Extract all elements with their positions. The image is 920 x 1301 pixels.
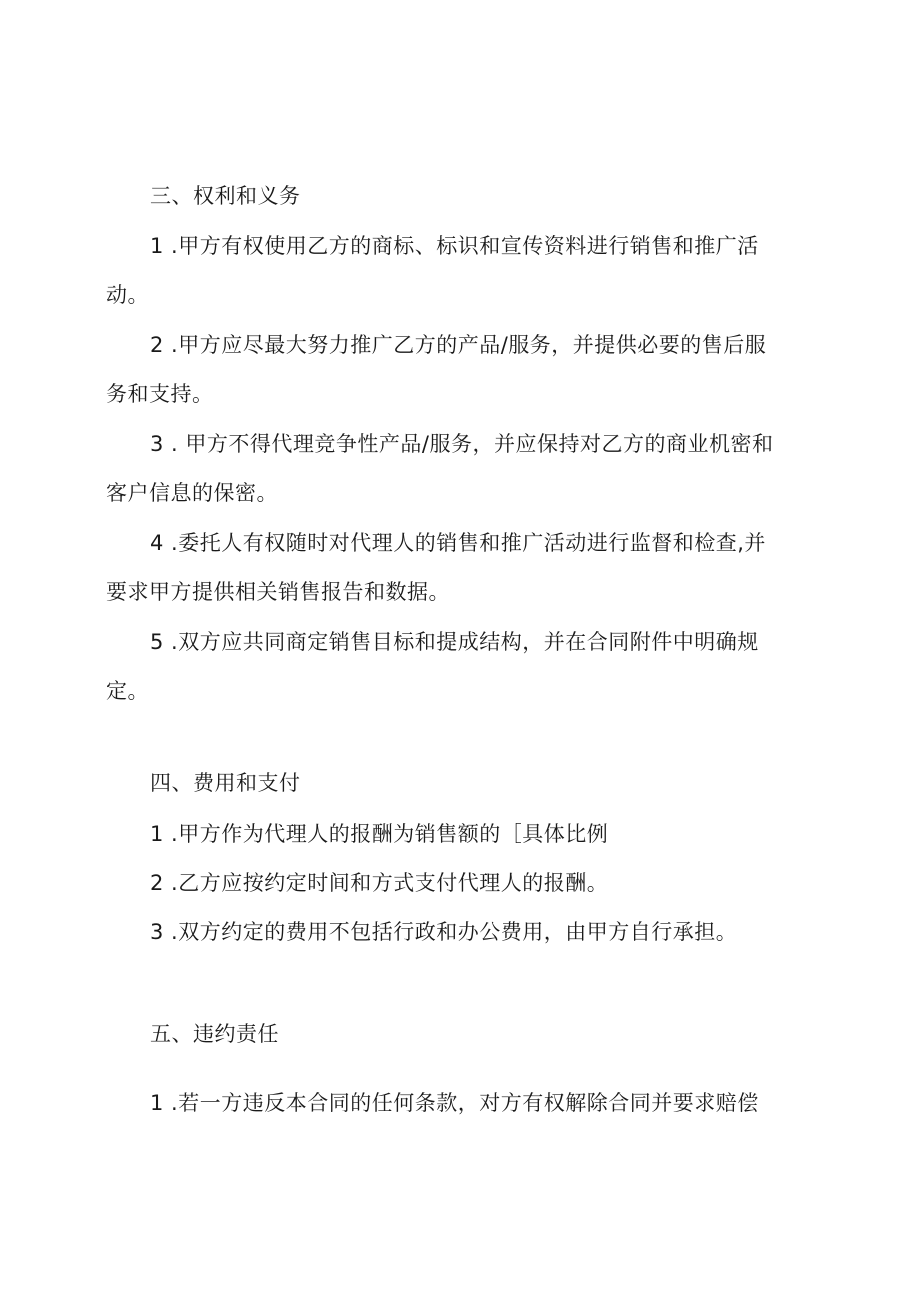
clause-text: 1 .若一方违反本合同的任何条款，对方有权解除合同并要求赔偿 (150, 1091, 759, 1115)
clause-text: 1 .甲方作为代理人的报酬为销售额的［具体比例 (150, 822, 609, 846)
clause-text: 4 .委托人有权随时对代理人的销售和推广活动进行监督和检查,并 (150, 531, 766, 555)
section-heading: 四、费用和支付 (150, 771, 301, 795)
clause-text-continued: 动。 (106, 283, 149, 307)
clause-text-continued: 要求甲方提供相关销售报告和数据。 (106, 580, 450, 604)
clause-text: 2 .甲方应尽最大努力推广乙方的产品/服务，并提供必要的售后服 (150, 333, 767, 357)
section-heading: 五、违约责任 (150, 1022, 279, 1046)
clause-text-continued: 定。 (106, 679, 149, 703)
section-heading: 三、权利和义务 (150, 184, 301, 208)
clause-text-continued: 客户信息的保密。 (106, 481, 278, 505)
clause-text: 2 .乙方应按约定时间和方式支付代理人的报酬。 (150, 871, 609, 895)
clause-text: 1 .甲方有权使用乙方的商标、标识和宣传资料进行销售和推广活 (150, 234, 759, 258)
clause-text-continued: 务和支持。 (106, 382, 214, 406)
clause-text: 3 . 甲方不得代理竞争性产品/服务，并应保持对乙方的商业机密和 (150, 432, 774, 456)
clause-text: 3 .双方约定的费用不包括行政和办公费用，由甲方自行承担。 (150, 920, 738, 944)
clause-text: 5 .双方应共同商定销售目标和提成结构，并在合同附件中明确规 (150, 630, 759, 654)
